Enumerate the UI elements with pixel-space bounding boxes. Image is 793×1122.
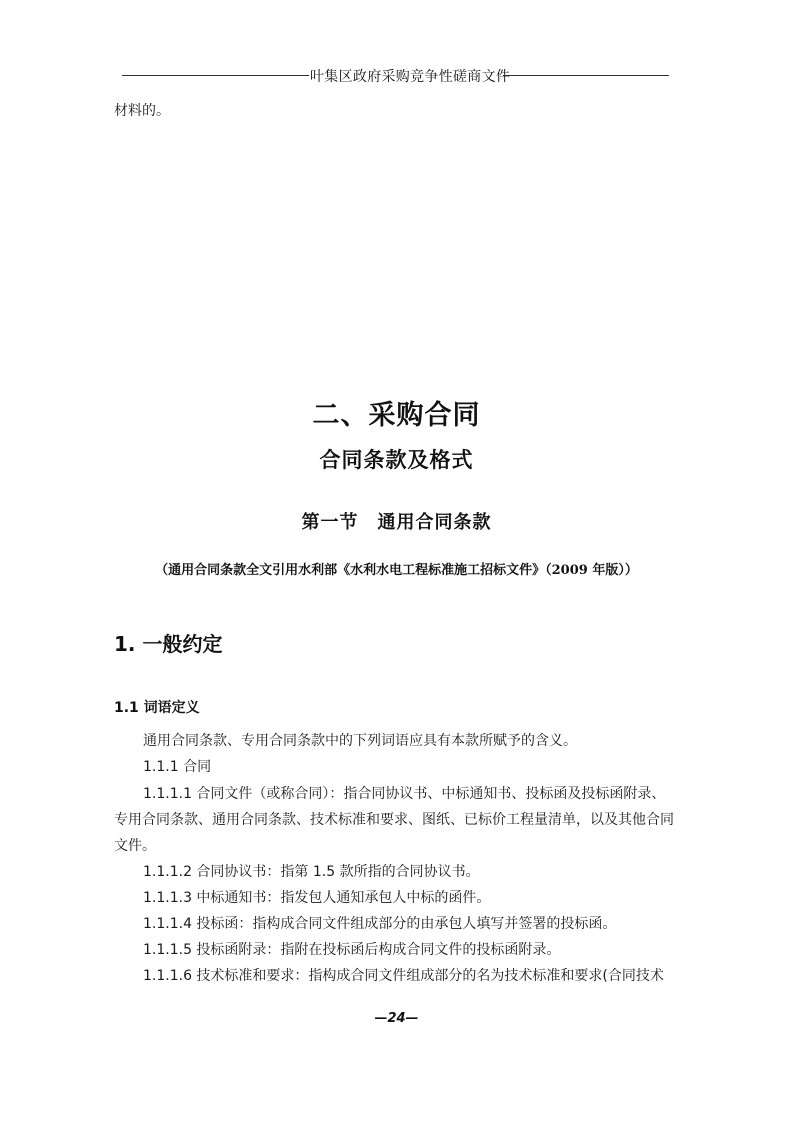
clause-1-1-1-6: 1.1.1.6 技术标准和要求：指构成合同文件组成部分的名为技术标准和要求(合同技术: [143, 968, 664, 984]
clause-1-1-1-4: 1.1.1.4 投标函：指构成合同文件组成部分的由承包人填写并签署的投标函。: [143, 916, 617, 932]
header-title: 叶集区政府采购竞争性磋商文件: [310, 69, 511, 85]
clause-1-1-1-5: 1.1.1.5 投标函附录：指附在投标函后构成合同文件的投标函附录。: [143, 942, 561, 958]
carryover-text: 材料的。: [114, 103, 170, 119]
heading-definitions: 1.1 词语定义: [114, 700, 200, 716]
sub-title: 合同条款及格式: [319, 448, 474, 472]
header-rule-left: [122, 75, 309, 76]
section-note: （通用合同条款全文引用水利部《水利水电工程标准施工招标文件》（2009 年版））: [155, 563, 638, 578]
clause-1-1-1-1-line1: 1.1.1.1 合同文件（或称合同）：指合同协议书、中标通知书、投标函及投标函附录、: [143, 786, 666, 802]
clause-1-1-1-3: 1.1.1.3 中标通知书：指发包人通知承包人中标的函件。: [143, 890, 491, 906]
clause-1-1-1-2: 1.1.1.2 合同协议书：指第 1.5 款所指的合同协议书。: [143, 864, 480, 880]
header-rule-right: [503, 75, 669, 76]
clause-1-1-1: 1.1.1 合同: [143, 759, 212, 775]
section-title: 第一节 通用合同条款: [301, 512, 492, 533]
page-number: —24—: [374, 1011, 419, 1026]
main-title: 二、采购合同: [312, 400, 481, 431]
heading-general-provisions: 1. 一般约定: [114, 632, 223, 656]
clause-1-1-1-1-line3: 文件。: [114, 838, 156, 854]
paragraph-intro: 通用合同条款、专用合同条款中的下列词语应具有本款所赋予的含义。: [143, 733, 577, 749]
clause-1-1-1-1-line2: 专用合同条款、通用合同条款、技术标准和要求、图纸、已标价工程量清单，以及其他合同: [114, 812, 674, 828]
